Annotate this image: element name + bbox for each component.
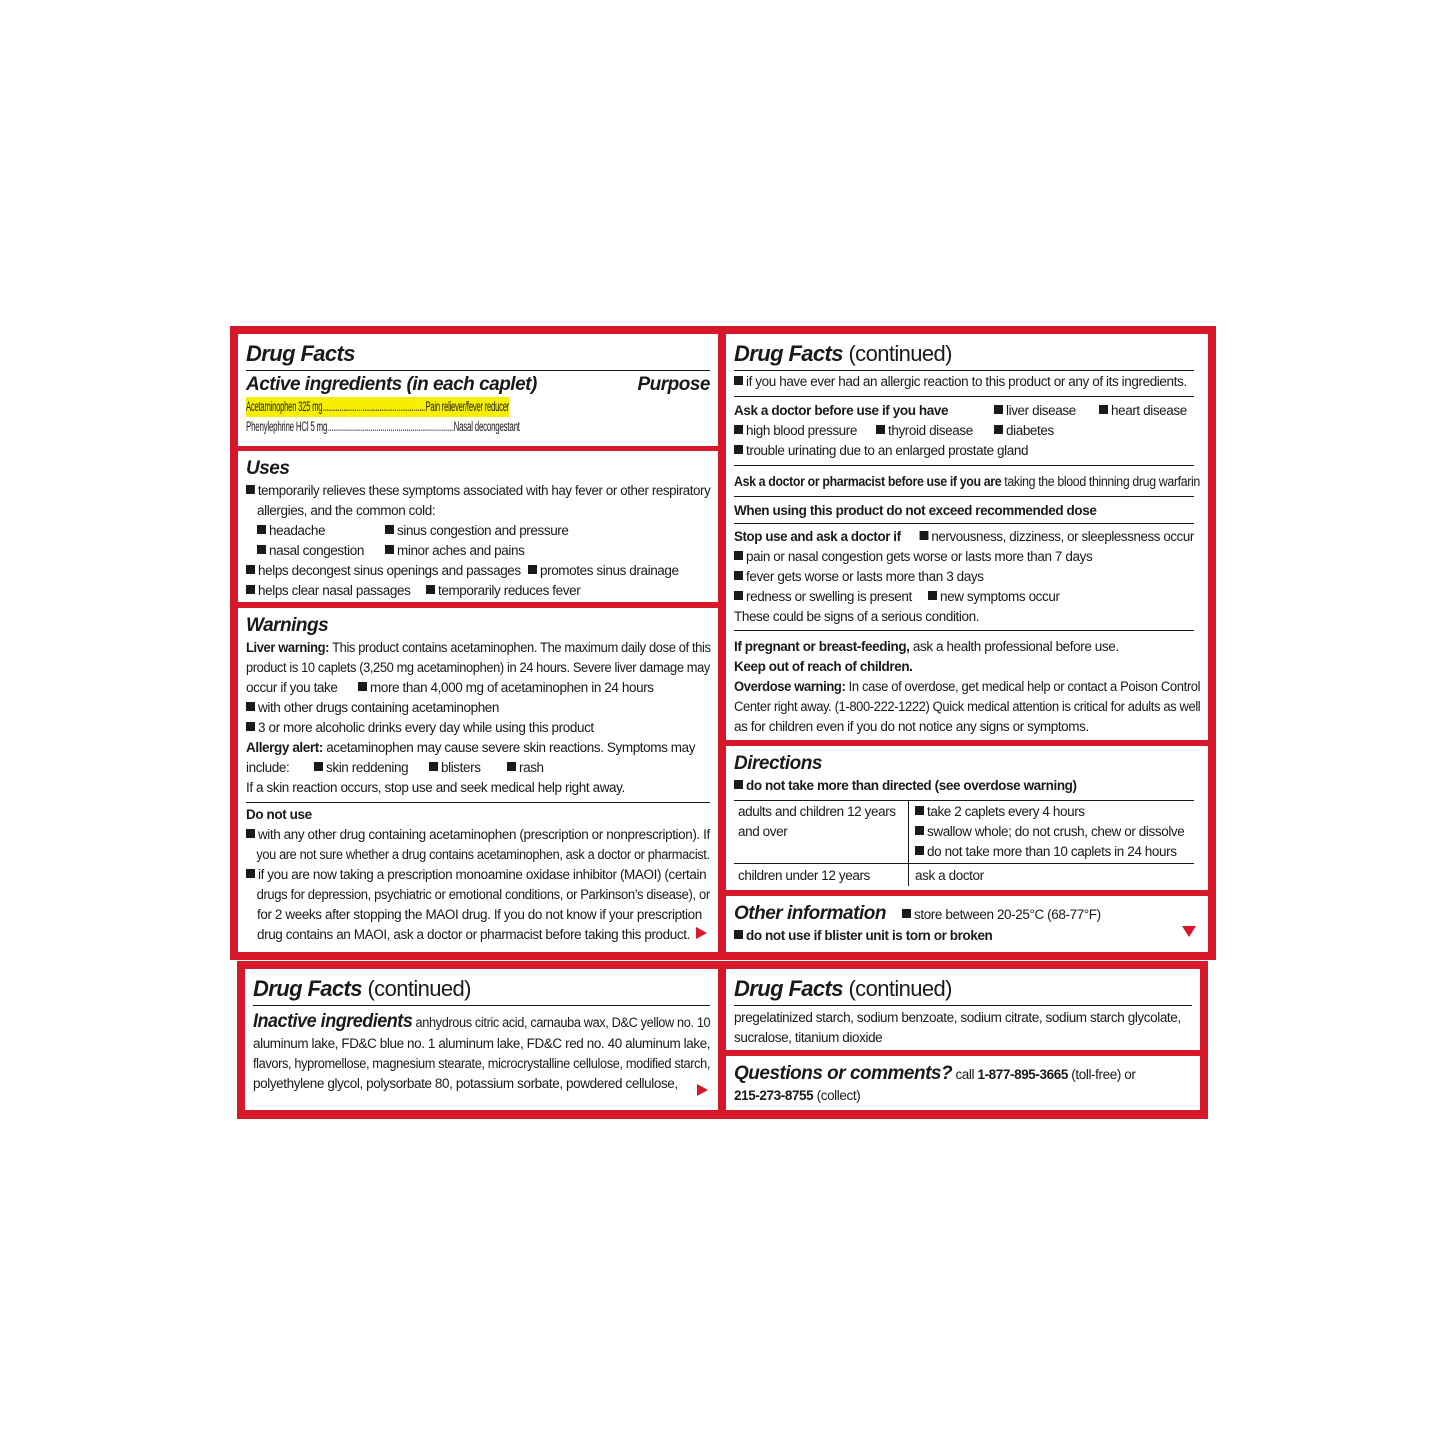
ingredient-purpose: Pain reliever/fever reducer — [425, 399, 510, 414]
bullet-icon — [314, 762, 323, 771]
text-p2-pregnant-text: ask a health professional before use. — [909, 639, 1119, 654]
bullet-icon — [734, 551, 743, 560]
questions-panel — [726, 1056, 1200, 1110]
text-uses-nasal: nasal congestion — [269, 543, 364, 558]
ask-doctor-label: Ask a doctor before use if you have — [734, 403, 949, 418]
warnings-title: Warnings — [246, 615, 329, 636]
other-information-title: Other information — [734, 903, 886, 924]
text-p4-tollfree: (toll-free) or — [1067, 1067, 1136, 1082]
bullet-icon — [734, 591, 743, 600]
text-p2-heart-disease: heart disease — [1111, 403, 1187, 418]
inactive-ingredients-panel — [245, 969, 718, 1110]
text-p2-overdose-l2: Center right away. (1-800-222-1222) Quick medical attention is critical for adults as well — [734, 699, 1201, 714]
bullet-icon — [1099, 405, 1108, 414]
warnings-continued-panel — [726, 334, 1208, 740]
text-other-blister: do not use if blister unit is torn or broken — [746, 928, 993, 943]
text-uses-sinus: sinus congestion and pressure — [397, 523, 569, 538]
text-uses-drainage: promotes sinus drainage — [540, 563, 679, 578]
uses-title: Uses — [246, 458, 290, 479]
inactive-continued-panel — [726, 969, 1200, 1050]
allergy-alert-label: Allergy alert: — [246, 740, 323, 755]
drug-facts-title: Drug Facts — [246, 341, 355, 366]
text-p2-overdose-l3: as for children even if you do not notice any signs or symptoms. — [734, 719, 1089, 734]
text-p2-continued: (continued) — [848, 341, 952, 366]
bullet-icon — [902, 909, 911, 918]
bullet-icon — [507, 762, 516, 771]
ingredient-purpose: Nasal decongestant — [453, 419, 520, 434]
bullet-icon — [385, 545, 394, 554]
text-p4-continued: (continued) — [848, 976, 952, 1001]
text-warnings-dnu1-l1: with any other drug containing acetaminophen (prescription or nonprescription). If — [257, 827, 710, 842]
bullet-icon — [994, 405, 1003, 414]
bullet-icon — [734, 425, 743, 434]
bullet-icon — [246, 585, 255, 594]
stop-use-label: Stop use and ask a doctor if — [734, 529, 901, 544]
text-p4-l2: sucralose, titanium dioxide — [734, 1030, 883, 1045]
bullet-icon — [246, 702, 255, 711]
text-p3-l2: aluminum lake, FD&C blue no. 1 aluminum lake, FD&C red no. 40 aluminum lake, — [253, 1036, 711, 1051]
text-p4-collect: (collect) — [813, 1088, 861, 1103]
text-directions-ask: ask a doctor — [915, 868, 984, 883]
text-directions-note: do not take more than directed (see overdose warning) — [746, 778, 1077, 793]
bullet-icon — [429, 762, 438, 771]
bullet-icon — [246, 485, 255, 494]
bullet-icon — [994, 425, 1003, 434]
text-warnings-liver-b3: 3 or more alcoholic drinks every day while using this product — [258, 720, 594, 735]
text-p2-hbp: high blood pressure — [746, 423, 857, 438]
text-warnings-liver-l1: This product contains acetaminophen. The maximum daily dose of this — [329, 640, 711, 655]
text-warnings-dnu2-l1: if you are now taking a prescription monoamine oxidase inhibitor (MAOI) (certain — [258, 867, 707, 882]
bullet-icon — [358, 682, 367, 691]
text-p3-l3: flavors, hypromellose, magnesium stearate, microcrystalline cellulose, modified starch, — [253, 1056, 711, 1071]
text-p3-title: Drug Facts — [253, 976, 362, 1001]
text-p4-l1: pregelatinized starch, sodium benzoate, sodium citrate, sodium starch glycolate, — [734, 1010, 1181, 1025]
bullet-icon — [915, 806, 924, 815]
text-warnings-dnu1-l2: you are not sure whether a drug contains acetaminophen, ask a doctor or pharmacist. — [256, 847, 710, 862]
continue-arrow-icon — [696, 927, 707, 939]
bullet-icon — [257, 545, 266, 554]
uses-panel — [238, 451, 718, 602]
ingredient-row-acetaminophen — [246, 397, 509, 417]
text-warnings-allergy-l2: include: — [246, 760, 290, 775]
text-p2-prostate: trouble urinating due to an enlarged prostate gland — [746, 443, 1029, 458]
text-warnings-liver-l2: product is 10 caplets (3,250 mg acetaminophen) in 24 hours. Severe liver damage may — [246, 660, 710, 675]
bullet-icon — [426, 585, 435, 594]
phone-collect: 215-273-8755 — [734, 1088, 814, 1103]
liver-warning-label: Liver warning: — [246, 640, 330, 655]
other-information-panel — [726, 896, 1208, 952]
text-warnings-skin: skin reddening — [326, 760, 409, 775]
do-not-use-heading: Do not use — [246, 807, 312, 822]
text-uses-aches: minor aches and pains — [397, 543, 525, 558]
bullet-icon — [734, 930, 743, 939]
text-warnings-liver-l3: occur if you take — [246, 680, 338, 695]
text-p4-title: Drug Facts — [734, 976, 843, 1001]
bullet-icon — [734, 445, 743, 454]
bullet-icon — [246, 565, 255, 574]
directions-table — [734, 801, 1194, 886]
warnings-panel — [238, 608, 718, 952]
text-uses-fever: temporarily reduces fever — [438, 583, 581, 598]
text-p3-continued: (continued) — [367, 976, 471, 1001]
table-row — [734, 864, 1194, 887]
drug-facts-continued-title — [734, 975, 1192, 1003]
bullet-icon — [734, 571, 743, 580]
ingredient-row-phenylephrine — [246, 417, 520, 437]
questions-label: Questions or comments? — [734, 1063, 953, 1084]
directions-panel — [726, 746, 1208, 890]
text-uses-headache: headache — [269, 523, 326, 538]
drug-facts-continued-title — [253, 975, 710, 1003]
when-using-label: When using this product do not exceed recommended dose — [734, 503, 1097, 518]
bullet-icon — [257, 525, 266, 534]
bullet-icon — [246, 829, 255, 838]
ingredient-name: Phenylephrine HCl 5 mg — [246, 419, 328, 434]
keep-out-label: Keep out of reach of children. — [734, 659, 913, 674]
bullet-icon — [928, 591, 937, 600]
text-p2-nervous: nervousness, dizziness, or sleeplessness occur — [931, 529, 1194, 544]
text-p2-liver-disease: liver disease — [1006, 403, 1076, 418]
text-p2-fever-worse: fever gets worse or lasts more than 3 days — [746, 569, 984, 584]
text-uses-l1: temporarily relieves these symptoms associated with hay fever or other respiratory — [257, 483, 711, 498]
bullet-icon — [920, 531, 929, 540]
text-directions-swallow: swallow whole; do not crush, chew or dissolve — [927, 824, 1185, 839]
text-warnings-dnu2-l4: drug contains an MAOI, ask a doctor or pharmacist before taking this product. — [257, 927, 690, 942]
text-p3-l1: anhydrous citric acid, carnauba wax, D&C yellow no. 10 — [412, 1015, 711, 1030]
inactive-ingredients-label: Inactive ingredients — [253, 1011, 413, 1032]
active-ingredients-heading: Active ingredients (in each caplet) — [246, 374, 537, 395]
text-directions-max: do not take more than 10 caplets in 24 hours — [927, 844, 1177, 859]
bullet-icon — [915, 846, 924, 855]
text-p2-thyroid: thyroid disease — [888, 423, 973, 438]
continue-arrow-icon — [697, 1084, 708, 1096]
text-p3-l4: polyethylene glycol, polysorbate 80, potassium sorbate, powdered cellulose, — [253, 1076, 678, 1091]
bullet-icon — [876, 425, 885, 434]
text-p2-overdose-l1: In case of overdose, get medical help or contact a Poison Control — [845, 679, 1201, 694]
bullet-icon — [915, 826, 924, 835]
text-other-store: store between 20-25°C (68-77°F) — [914, 907, 1101, 922]
ingredient-name: Acetaminophen 325 mg — [246, 399, 323, 414]
drug-facts-continued-title — [734, 340, 1200, 368]
text-uses-l2: allergies, and the common cold: — [257, 503, 436, 518]
text-p2-title: Drug Facts — [734, 341, 843, 366]
bullet-icon — [246, 869, 255, 878]
text-p2-signs: These could be signs of a serious condition. — [734, 609, 980, 624]
text-warnings-liver-b2: with other drugs containing acetaminophen — [258, 700, 500, 715]
bullet-icon — [734, 780, 743, 789]
text-p2-diabetes: diabetes — [1006, 423, 1054, 438]
text-p2-ask-pharm-text: taking the blood thinning drug warfarin — [1001, 474, 1200, 489]
table-row — [734, 801, 1194, 864]
text-p2-allergic: if you have ever had an allergic reaction to this product or any of its ingredients. — [746, 374, 1187, 389]
active-ingredients-panel — [238, 334, 718, 446]
text-directions-take: take 2 caplets every 4 hours — [927, 804, 1085, 819]
bullet-icon — [246, 722, 255, 731]
ask-pharmacist-label: Ask a doctor or pharmacist before use if you are — [734, 474, 1002, 489]
text-directions-adults-l2: and over — [738, 824, 788, 839]
purpose-heading: Purpose — [637, 374, 710, 395]
continue-arrow-icon — [1182, 926, 1196, 937]
phone-tollfree: 1-877-895-3665 — [977, 1067, 1068, 1082]
text-directions-adults-l1: adults and children 12 years — [738, 804, 896, 819]
text-warnings-liver-b1: more than 4,000 mg of acetaminophen in 24 hours — [370, 680, 654, 695]
pregnant-label: If pregnant or breast-feeding, — [734, 639, 910, 654]
overdose-warning-label: Overdose warning: — [734, 679, 846, 694]
text-p2-redness: redness or swelling is present — [746, 589, 912, 604]
text-warnings-allergy-l1: acetaminophen may cause severe skin reactions. Symptoms may — [322, 740, 696, 755]
text-warnings-rash: rash — [519, 760, 544, 775]
text-p2-new-symptoms: new symptoms occur — [940, 589, 1060, 604]
text-warnings-blisters: blisters — [441, 760, 481, 775]
text-uses-clear: helps clear nasal passages — [258, 583, 411, 598]
bullet-icon — [385, 525, 394, 534]
text-warnings-skin-stop: If a skin reaction occurs, stop use and seek medical help right away. — [246, 780, 625, 795]
text-warnings-dnu2-l3: for 2 weeks after stopping the MAOI drug. If you do not know if your prescription — [257, 907, 702, 922]
text-p4-call: call — [952, 1067, 978, 1082]
text-directions-children: children under 12 years — [738, 868, 870, 883]
bullet-icon — [734, 376, 743, 385]
bullet-icon — [528, 565, 537, 574]
text-p2-pain-worse: pain or nasal congestion gets worse or lasts more than 7 days — [746, 549, 1093, 564]
text-uses-decongest: helps decongest sinus openings and passages — [258, 563, 521, 578]
text-warnings-dnu2-l2: drugs for depression, psychiatric or emotional conditions, or Parkinson’s disease), or — [256, 887, 710, 902]
directions-title: Directions — [734, 753, 822, 774]
